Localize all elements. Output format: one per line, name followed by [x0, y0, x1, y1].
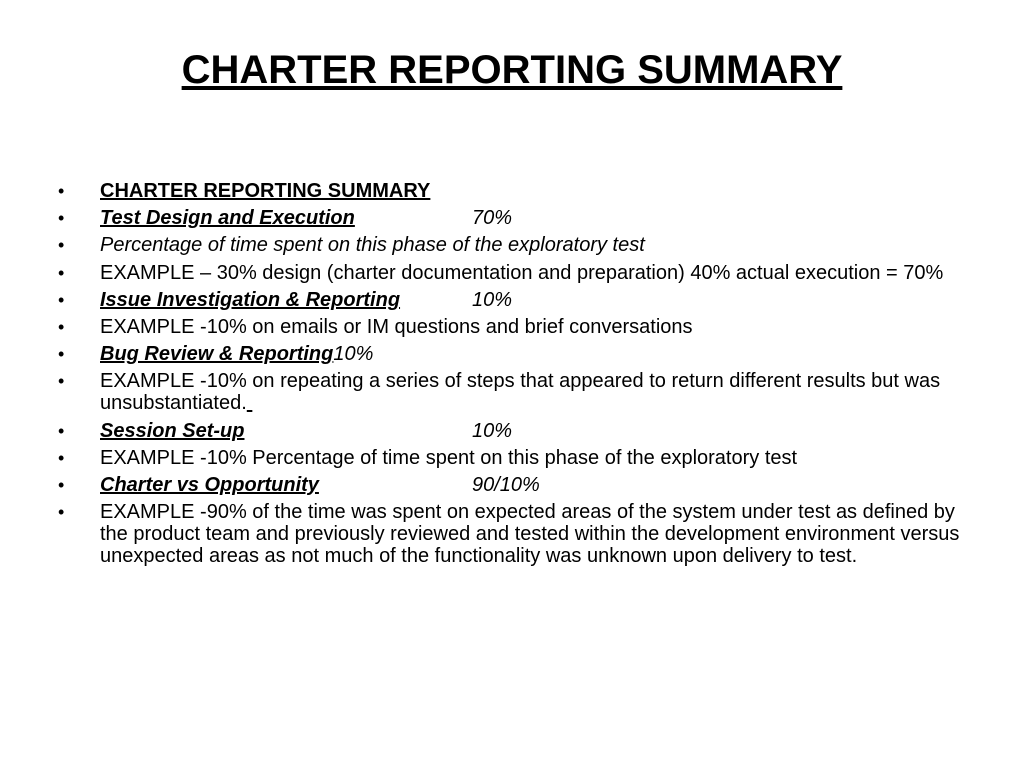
charter-opportunity-value: 90/10% [472, 473, 540, 496]
example-percentage-text: EXAMPLE -10% Percentage of time spent on this phase of the exploratory test [100, 446, 798, 469]
trailing-underline [247, 392, 253, 414]
bug-review-value: 10% [333, 343, 374, 366]
bullet-icon: • [58, 181, 65, 201]
bullet-icon: • [58, 420, 65, 441]
list-item-issue-investigation [58, 289, 978, 311]
list-item-example-repeating [58, 370, 978, 414]
issue-investigation-value: 10% [472, 288, 513, 311]
bullet-icon: • [58, 447, 65, 468]
session-setup-heading: Session Set-up [100, 419, 245, 442]
issue-investigation-heading: Issue Investigation & Reporting [100, 288, 401, 311]
bullet-icon: • [58, 502, 65, 523]
bullet-icon: • [58, 474, 65, 495]
bullet-icon: • [58, 316, 65, 337]
slide-title: CHARTER REPORTING SUMMARY [181, 48, 843, 92]
summary-heading: CHARTER REPORTING SUMMARY [100, 180, 431, 202]
example-expected-text: EXAMPLE -90% of the time was spent on expected areas of the system under test as defined by the product team and previously reviewed and tested within the development environment versus unexpected areas as not much of the functionality was unknown upon delivery to test. [100, 501, 960, 568]
example-design-text: EXAMPLE – 30% design (charter documentation and preparation) 40% actual execution = 70% [100, 261, 944, 284]
percentage-note-text: Percentage of time spent on this phase of the exploratory test [100, 234, 645, 257]
list-item-example-percentage [58, 447, 978, 469]
bug-review-heading: Bug Review & Reporting [100, 343, 334, 366]
charter-opportunity-heading: Charter vs Opportunity [100, 473, 319, 496]
example-repeating-text: EXAMPLE -10% on repeating a series of steps that appeared to return different results but was unsubstantiated. [100, 370, 941, 415]
list-item-bug-review [58, 343, 978, 365]
bullet-icon: • [58, 208, 65, 229]
bullet-icon: • [58, 289, 65, 310]
bullet-icon: • [58, 235, 65, 256]
list-item-summary-heading [58, 180, 978, 202]
bullet-icon: • [58, 371, 65, 392]
list-item-percentage-note [58, 234, 978, 256]
list-item-example-expected [58, 501, 978, 567]
bullet-icon: • [58, 262, 65, 283]
test-design-heading: Test Design and Execution [100, 207, 355, 230]
example-emails-text: EXAMPLE -10% on emails or IM questions and brief conversations [100, 315, 693, 338]
test-design-value: 70% [472, 207, 513, 230]
list-item-charter-opportunity [58, 474, 978, 496]
bullet-list [58, 180, 978, 572]
list-item-example-emails [58, 316, 978, 338]
list-item-example-design [58, 262, 978, 284]
list-item-session-setup [58, 420, 978, 442]
list-item-test-design [58, 207, 978, 229]
bullet-icon: • [58, 344, 65, 365]
session-setup-value: 10% [472, 419, 513, 442]
